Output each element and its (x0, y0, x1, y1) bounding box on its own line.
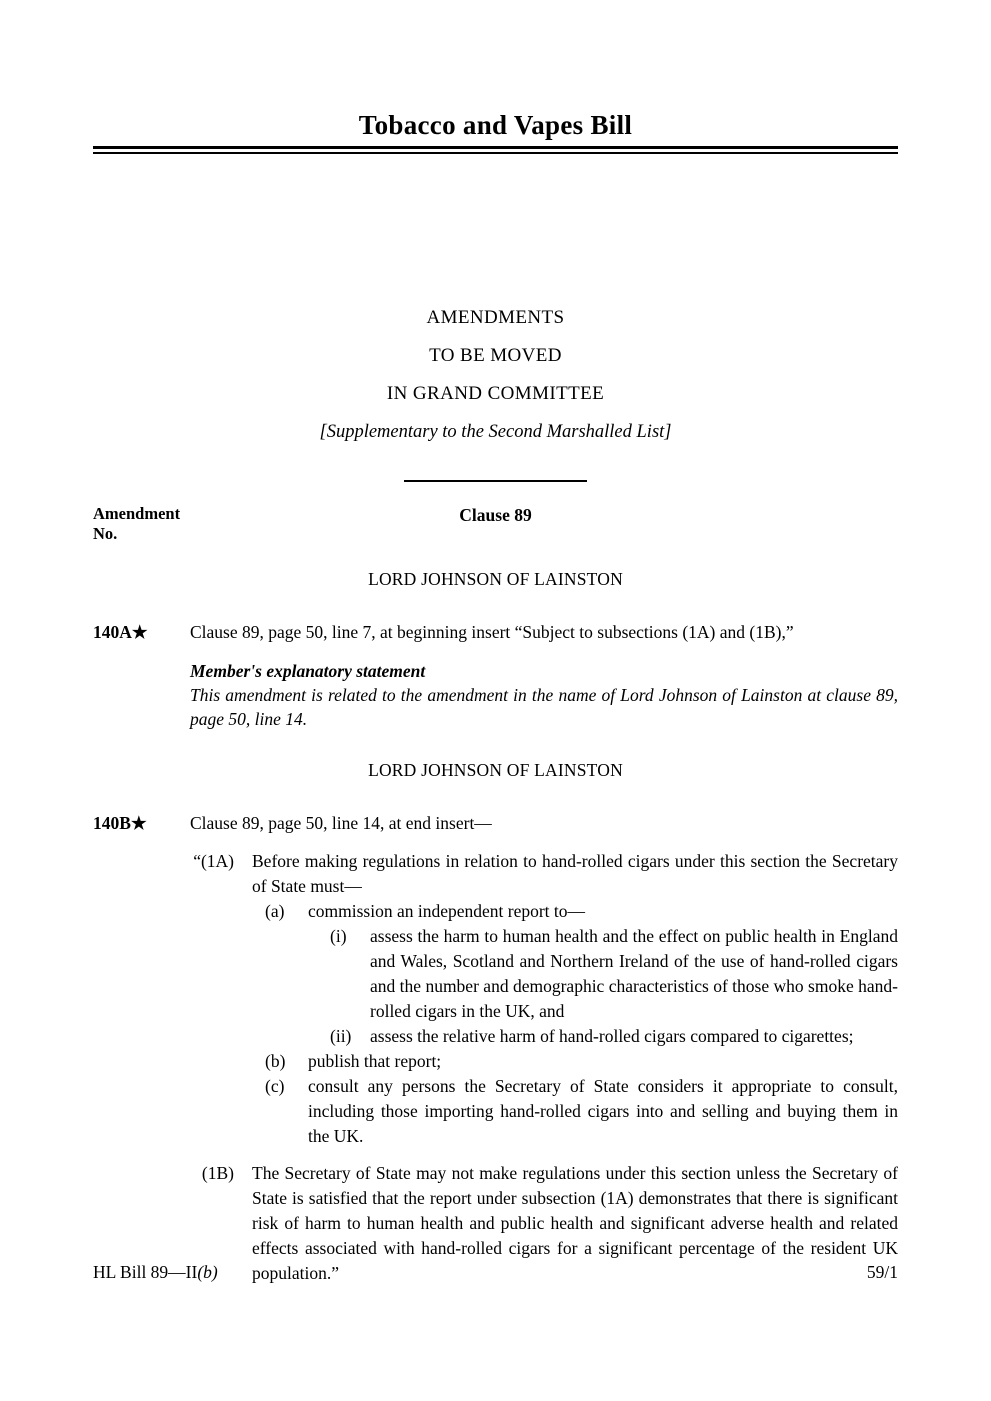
margin-note-line2: No. (93, 524, 118, 543)
heading-in-grand-committee: IN GRAND COMMITTEE (386, 383, 605, 404)
explanatory-statement-text: This amendment is related to the amendment in the name of Lord Johnson of Lainston at clause 89, page 50, line 14. (190, 685, 898, 729)
subsection-1a-marker: “(1A) (193, 851, 234, 871)
clause-header-row (93, 504, 898, 548)
paragraph-a (265, 899, 898, 924)
subsection-1b-text: The Secretary of State may not make regulations under this section unless the Secretary of State is satisfied that the report under subsection (1A) demonstrates that there is significant risk of harm to human health and public health and significant adverse health and related effects associated with hand-rolled cigars for a significant percentage of the resident UK population.” (252, 1163, 898, 1283)
clause-heading: Clause 89 (459, 505, 532, 525)
title-double-rule (93, 146, 898, 154)
sponsor-name-140a: LORD JOHNSON OF LAINSTON (368, 569, 623, 589)
subsection-1a-text: Before making regulations in relation to hand-rolled cigars under this section the Secretary of State must— (252, 851, 898, 896)
explanatory-statement-140a (190, 659, 898, 731)
paragraph-b-marker: (b) (265, 1051, 286, 1071)
new-amendment-star: ★ (130, 813, 147, 833)
paragraph-c-marker: (c) (265, 1076, 285, 1096)
bill-reference-suffix: (b) (197, 1262, 218, 1282)
amendment-140b-body (190, 811, 898, 1286)
paragraph-b (265, 1049, 898, 1074)
inserted-text-block (190, 849, 898, 1286)
paragraph-a-marker: (a) (265, 901, 285, 921)
subparagraph-i-marker: (i) (330, 926, 347, 946)
subparagraph-ii-marker: (ii) (330, 1026, 352, 1046)
page-footer (93, 1261, 898, 1283)
amendments-heading-block (93, 306, 898, 406)
heading-amendments: AMENDMENTS (426, 307, 565, 328)
sponsor-name-140b: LORD JOHNSON OF LAINSTON (368, 760, 623, 780)
subsection-1a (190, 849, 898, 899)
paragraph-c (265, 1074, 898, 1149)
paragraph-b-text: publish that report; (308, 1051, 442, 1071)
amendment-no-margin-note (93, 504, 180, 544)
heading-to-be-moved: TO BE MOVED (429, 345, 562, 366)
explanatory-statement-heading: Member's explanatory statement (190, 661, 426, 681)
amendment-number-140a (93, 620, 190, 645)
bill-reference (93, 1261, 218, 1283)
page-sheet-number: 59/1 (866, 1262, 898, 1282)
margin-note-line1: Amendment (93, 504, 181, 523)
amendment-number-140b (93, 811, 190, 1286)
amendment-140a (93, 620, 898, 645)
amendment-number-text: 140B (93, 813, 131, 833)
amendment-140a-instruction: Clause 89, page 50, line 7, at beginning insert “Subject to subsections (1A) and (1B),” (190, 622, 794, 642)
amendment-140b-instruction: Clause 89, page 50, line 14, at end insert— (190, 813, 492, 833)
subsection-1b-marker: (1B) (201, 1163, 234, 1183)
amendment-140b (93, 811, 898, 1286)
subparagraph-ii-text: assess the relative harm of hand-rolled cigars compared to cigarettes; (370, 1026, 854, 1046)
paragraph-c-text: consult any persons the Secretary of State considers it appropriate to consult, including those importing hand-rolled cigars into and selling and buying them in the UK. (308, 1076, 898, 1146)
bill-title: Tobacco and Vapes Bill (358, 110, 633, 140)
amendment-number-text: 140A (93, 622, 132, 642)
subparagraph-i (330, 924, 898, 1024)
bill-reference-text: HL Bill 89—II (93, 1262, 198, 1282)
subparagraph-ii (330, 1024, 898, 1049)
subparagraph-i-text: assess the harm to human health and the effect on public health in England and Wales, Scotland and Northern Ireland of the use of hand-rolled cigars and the number and demographic characteristics of those who smoke hand-rolled cigars in the UK, and (370, 926, 898, 1021)
paragraph-a-text: commission an independent report to— (308, 901, 586, 921)
section-separator-rule (404, 480, 587, 482)
new-amendment-star: ★ (131, 622, 148, 642)
marshalled-list-subtitle: [Supplementary to the Second Marshalled List] (319, 422, 672, 442)
